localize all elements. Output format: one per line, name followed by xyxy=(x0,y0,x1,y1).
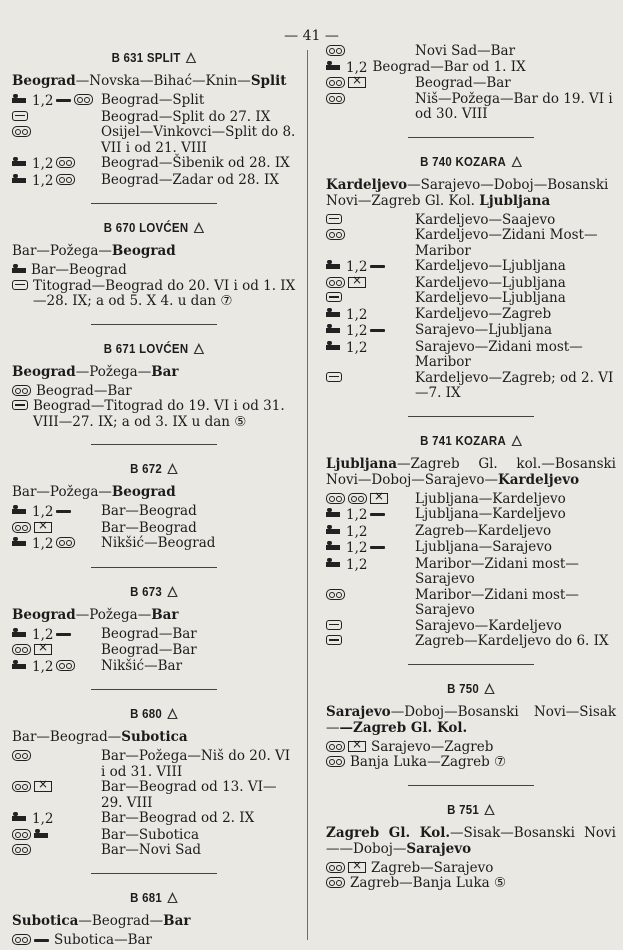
bar-car-icon xyxy=(34,939,49,942)
triangle-icon xyxy=(167,463,178,474)
couchette-car-icon xyxy=(326,756,345,767)
car-route-text: Novi Sad—Bar xyxy=(415,43,516,59)
car-route-text: Nikšić—Bar xyxy=(101,657,183,674)
car-icons xyxy=(326,619,410,635)
sleeper-coach-icon xyxy=(12,400,28,410)
couchette-car-icon xyxy=(326,862,345,873)
couchette-car-icon xyxy=(12,385,31,396)
car-class: 1,2 xyxy=(32,811,54,827)
car-class: 1,2 xyxy=(32,93,54,109)
car-icons xyxy=(12,521,96,537)
sleeper-coach-icon xyxy=(326,292,342,302)
train-section-b750 xyxy=(326,681,616,771)
car-route-text: Bar—Beograd xyxy=(101,519,197,536)
couchette-car-icon xyxy=(12,126,31,137)
train-heading xyxy=(343,154,598,169)
car-entry xyxy=(326,540,616,557)
car-route-text: Zagreb—Sarajevo xyxy=(371,859,494,876)
car-route-text: Bar—Beograd od 13. VI—29. VIII xyxy=(101,779,277,811)
train-title: B 740 KOZARA xyxy=(420,153,506,169)
car-entry xyxy=(326,371,616,402)
car-icons xyxy=(326,276,410,292)
car-route-text: Niš—Požega—Bar do 19. VI i od 30. VIII xyxy=(415,90,613,122)
car-entry xyxy=(326,619,616,635)
couchette-car-icon xyxy=(56,660,75,671)
car-icons xyxy=(12,384,31,400)
car-icons xyxy=(326,371,410,402)
car-icons xyxy=(326,507,410,524)
car-route-text: Beograd—Bar xyxy=(415,75,511,91)
car-icons xyxy=(12,811,96,828)
car-route-text: Bar—Subotica xyxy=(101,826,199,843)
car-entry xyxy=(12,659,296,676)
car-route-text: Beograd—Split do 27. IX xyxy=(101,108,271,125)
car-route-text: Ljubljana—Sarajevo xyxy=(415,539,553,555)
car-icons xyxy=(326,92,410,123)
train-section-b670 xyxy=(12,220,296,310)
car-icons xyxy=(12,659,96,676)
left-column xyxy=(12,44,296,948)
train-heading xyxy=(29,220,279,235)
car-entry xyxy=(326,228,616,259)
car-icons xyxy=(12,263,26,279)
car-route-text: Bar—Novi Sad xyxy=(101,842,202,858)
section-rule xyxy=(91,203,217,204)
couchette-car-icon xyxy=(56,537,75,548)
train-heading xyxy=(29,584,279,599)
sleeping-car-icon xyxy=(326,308,340,317)
car-entry xyxy=(12,843,296,859)
car-entry xyxy=(12,279,296,310)
bar-car-icon xyxy=(370,265,385,268)
car-route-text: Beograd—Šibenik od 28. IX xyxy=(101,155,290,171)
train-title: B 671 LOVĆEN xyxy=(103,340,189,356)
car-route-text: Subotica—Bar xyxy=(54,931,152,948)
section-rule xyxy=(91,324,217,325)
car-route-text: Titograd—Beograd do 20. VI i od 1. IX—28. IX; a od 5. X 4. u dan ⑦ xyxy=(33,277,296,309)
car-entry xyxy=(326,44,616,60)
train-title: B 672 xyxy=(130,461,163,476)
section-rule xyxy=(408,416,534,417)
car-icons xyxy=(326,755,345,771)
car-entry xyxy=(326,213,616,229)
car-icons xyxy=(12,933,49,949)
car-class: 1,2 xyxy=(346,306,368,323)
train-title: B 673 xyxy=(130,583,163,599)
triangle-icon xyxy=(511,156,522,167)
car-icons xyxy=(326,213,410,229)
car-entry xyxy=(326,557,616,588)
car-icons xyxy=(326,588,410,619)
route-description: Zagreb Gl. Kol.—Sisak—Bosanski Novi——Doboj—Sarajevo xyxy=(326,824,617,857)
car-entry xyxy=(326,92,616,123)
car-entry xyxy=(326,259,616,276)
car-entry xyxy=(326,60,616,77)
section-rule xyxy=(408,664,534,665)
sleeper-coach-icon xyxy=(12,111,28,121)
couchette-car-icon xyxy=(12,829,31,840)
car-icons xyxy=(326,323,410,340)
car-entry xyxy=(12,504,296,521)
car-class: 1,2 xyxy=(32,172,54,189)
couchette-car-icon xyxy=(326,741,345,752)
triangle-icon xyxy=(511,435,522,446)
car-icons xyxy=(326,740,366,756)
car-route-text: Sarajevo—Kardeljevo xyxy=(415,617,562,634)
car-icons xyxy=(12,156,96,173)
train-heading xyxy=(29,706,279,721)
dining-car-icon xyxy=(348,77,366,88)
sleeping-car-icon xyxy=(12,505,26,514)
couchette-car-icon xyxy=(348,493,367,504)
car-route-text: Bar—Beograd od 2. IX xyxy=(101,810,255,826)
triangle-icon xyxy=(484,683,495,694)
car-entry xyxy=(326,524,616,541)
car-entry xyxy=(326,276,616,292)
car-icons xyxy=(12,110,96,126)
route-description: Beograd—Požega—Bar xyxy=(12,363,179,380)
route-description: Kardeljevo—Sarajevo—Doboj—Bosanski Novi—Zagreb Gl. Kol. Ljubljana xyxy=(326,176,609,209)
car-icons xyxy=(326,876,345,892)
car-icons xyxy=(326,634,410,650)
dining-car-icon xyxy=(348,862,366,873)
route-description: Bar—Beograd—Subotica xyxy=(12,729,188,745)
sleeping-car-icon xyxy=(12,660,26,669)
car-icons xyxy=(12,93,96,110)
dining-car-icon xyxy=(34,644,52,655)
car-entry xyxy=(326,507,616,524)
car-entry xyxy=(326,876,616,892)
triangle-icon xyxy=(167,892,178,903)
bar-car-icon xyxy=(56,99,71,102)
car-class: 1,2 xyxy=(32,536,54,552)
car-route-text: Beograd—Split xyxy=(101,92,205,108)
sleeping-car-icon xyxy=(326,558,340,567)
train-title: B 631 SPLIT xyxy=(111,50,181,65)
sleeper-coach-icon xyxy=(326,635,342,645)
car-icons xyxy=(12,749,96,780)
car-icons xyxy=(326,540,410,557)
sleeping-car-icon xyxy=(326,324,340,333)
car-entry xyxy=(326,492,616,508)
train-heading xyxy=(29,461,279,476)
car-class: 1,2 xyxy=(346,339,368,356)
dining-car-icon xyxy=(348,741,366,752)
train-section-b740 xyxy=(326,154,616,402)
triangle-icon xyxy=(167,586,178,597)
car-class: 1,2 xyxy=(346,507,368,523)
car-route-text: Beograd—Titograd do 19. VI i od 31. VIII—27. IX; a od 3. IX u dan ⑤ xyxy=(33,398,285,430)
train-section-b680 xyxy=(12,706,296,859)
car-route-text: Kardeljevo—Ljubljana xyxy=(415,258,566,274)
car-entry xyxy=(12,811,296,828)
sleeping-car-icon xyxy=(326,260,340,269)
couchette-car-icon xyxy=(326,877,345,888)
couchette-car-icon xyxy=(12,644,31,655)
bar-car-icon xyxy=(370,513,385,516)
bar-car-icon xyxy=(370,329,385,332)
car-icons xyxy=(12,173,96,190)
car-route-text: Beograd—Bar od 1. IX xyxy=(372,58,526,75)
car-icons xyxy=(326,291,410,307)
train-heading xyxy=(343,802,598,817)
car-entry xyxy=(12,93,296,110)
sleeper-coach-icon xyxy=(326,214,342,224)
car-icons xyxy=(326,228,410,259)
sleeping-car-icon xyxy=(326,541,340,550)
car-entry xyxy=(12,399,296,430)
car-icons xyxy=(12,536,96,553)
train-heading xyxy=(343,433,598,448)
car-route-text: Kardeljevo—Zagreb; od 2. VI—7. IX xyxy=(415,369,614,401)
triangle-icon xyxy=(194,222,205,233)
train-title: B 741 KOZARA xyxy=(420,432,506,448)
car-route-text: Zagreb—Banja Luka ⑤ xyxy=(350,875,507,891)
car-route-text: Osijel—Vinkovci—Split do 8. VII i od 21. VIII xyxy=(101,124,296,156)
couchette-car-icon xyxy=(326,93,345,104)
couchette-car-icon xyxy=(326,589,345,600)
car-class: 1,2 xyxy=(32,626,54,643)
sleeper-coach-icon xyxy=(12,280,28,290)
train-title: B 751 xyxy=(447,801,480,817)
train-section-b751 xyxy=(326,802,616,892)
car-route-text: Bar—Beograd xyxy=(31,262,127,278)
dining-car-icon xyxy=(34,781,52,792)
car-entry xyxy=(326,861,616,877)
sleeping-car-icon xyxy=(12,537,26,546)
car-icons xyxy=(12,279,28,310)
train-section-b681c xyxy=(326,44,616,123)
car-route-text: Sarajevo—Zagreb xyxy=(371,738,494,755)
sleeping-car-icon xyxy=(12,628,26,637)
car-entry xyxy=(326,755,616,771)
train-section-b671 xyxy=(12,341,296,431)
car-entry xyxy=(12,828,296,844)
train-title: B 670 LOVĆEN xyxy=(103,220,189,235)
dining-car-icon xyxy=(370,493,388,504)
car-icons xyxy=(326,557,410,588)
car-route-text: Zagreb—Kardeljevo xyxy=(415,522,552,539)
bar-car-icon xyxy=(56,510,71,513)
car-route-text: Kardeljevo—Zagreb xyxy=(415,305,552,322)
section-rule xyxy=(408,137,534,138)
sleeping-car-icon xyxy=(12,94,26,103)
car-route-text: Nikšić—Beograd xyxy=(101,535,216,551)
route-description: Sarajevo—Doboj—Bosanski Novi—Sisak——Zagreb Gl. Kol. xyxy=(326,703,616,736)
route-description: Beograd—Novska—Bihać—Knin—Split xyxy=(12,73,287,89)
couchette-car-icon xyxy=(12,934,31,945)
car-icons xyxy=(12,627,96,644)
bar-car-icon xyxy=(56,633,71,636)
car-entry xyxy=(326,340,616,371)
car-class: 1,2 xyxy=(346,523,368,540)
page-number: — 41 — xyxy=(284,28,339,44)
train-heading xyxy=(29,341,279,356)
triangle-icon xyxy=(484,804,495,815)
couchette-car-icon xyxy=(74,94,93,105)
car-route-text: Kardeljevo—Saajevo xyxy=(415,211,556,228)
car-entry xyxy=(12,933,296,949)
car-route-text: Sarajevo—Zidani most—Maribor xyxy=(415,338,583,370)
car-route-text: Beograd—Zadar od 28. IX xyxy=(101,171,279,188)
car-entry xyxy=(12,125,296,156)
sleeping-car-icon xyxy=(12,157,26,166)
car-icons xyxy=(12,504,96,521)
car-route-text: Ljubljana—Kardeljevo xyxy=(415,490,566,507)
couchette-car-icon xyxy=(56,157,75,168)
car-entry xyxy=(326,323,616,340)
section-rule xyxy=(91,689,217,690)
car-entry xyxy=(12,110,296,126)
car-icons xyxy=(12,828,96,844)
sleeper-coach-icon xyxy=(326,620,342,630)
route-description: Bar—Požega—Beograd xyxy=(12,243,176,259)
right-column xyxy=(326,44,616,892)
car-route-text: Banja Luka—Zagreb ⑦ xyxy=(350,754,507,770)
train-title: B 680 xyxy=(130,706,163,721)
car-class: 1,2 xyxy=(346,540,368,556)
couchette-car-icon xyxy=(326,45,345,56)
train-section-b672 xyxy=(12,461,296,553)
car-icons xyxy=(12,125,96,156)
car-route-text: Kardeljevo—Ljubljana xyxy=(415,274,566,291)
car-class: 1,2 xyxy=(346,323,368,339)
car-icons xyxy=(12,399,28,430)
train-section-b631 xyxy=(12,50,296,189)
dining-car-icon xyxy=(348,277,366,288)
car-entry xyxy=(12,643,296,659)
car-route-text: Kardeljevo—Zidani Most—Maribor xyxy=(415,227,598,259)
car-route-text: Beograd—Bar xyxy=(36,382,132,399)
car-class: 1,2 xyxy=(346,556,368,573)
car-icons xyxy=(326,76,410,92)
train-heading xyxy=(29,50,279,65)
car-entry xyxy=(326,307,616,324)
couchette-car-icon xyxy=(12,522,31,533)
car-route-text: Bar—Beograd xyxy=(101,503,197,519)
section-rule xyxy=(408,785,534,786)
bar-car-icon xyxy=(370,546,385,549)
car-entry xyxy=(12,627,296,644)
car-route-text: Ljubljana—Kardeljevo xyxy=(415,506,566,522)
sleeping-car-icon xyxy=(34,829,48,838)
train-section-b673 xyxy=(12,584,296,676)
car-entry xyxy=(326,634,616,650)
car-entry xyxy=(326,291,616,307)
train-title: B 750 xyxy=(447,680,480,696)
route-description: Subotica—Beograd—Bar xyxy=(12,912,191,929)
section-rule xyxy=(91,873,217,874)
triangle-icon xyxy=(167,708,178,719)
car-route-text: Bar—Požega—Niš do 20. VI i od 31. VIII xyxy=(101,748,291,780)
car-class: 1,2 xyxy=(32,156,54,172)
car-route-text: Kardeljevo—Ljubljana xyxy=(415,290,566,306)
column-divider xyxy=(307,50,308,940)
car-entry xyxy=(326,588,616,619)
car-entry xyxy=(12,536,296,553)
car-entry xyxy=(12,263,296,279)
car-route-text: Beograd—Bar xyxy=(101,642,197,658)
car-entry xyxy=(12,156,296,173)
route-description: Beograd—Požega—Bar xyxy=(12,606,179,623)
car-icons xyxy=(326,307,410,324)
couchette-car-icon xyxy=(326,493,345,504)
sleeping-car-icon xyxy=(12,812,26,821)
couchette-car-icon xyxy=(12,844,31,855)
car-entry xyxy=(12,521,296,537)
car-icons xyxy=(326,492,410,508)
sleeping-car-icon xyxy=(326,508,340,517)
car-icons xyxy=(12,780,96,811)
car-route-text: Maribor—Zidani most—Sarajevo xyxy=(415,555,579,587)
couchette-car-icon xyxy=(12,750,31,761)
car-route-text: Maribor—Zidani most—Sarajevo xyxy=(415,586,579,618)
dining-car-icon xyxy=(34,522,52,533)
route-description: Ljubljana—Zagreb Gl. kol.—Bosanski Novi—Doboj—Sarajevo—Kardeljevo xyxy=(326,455,616,488)
car-entry xyxy=(326,76,616,92)
couchette-car-icon xyxy=(56,174,75,185)
car-entry xyxy=(12,173,296,190)
car-route-text: Sarajevo—Ljubljana xyxy=(415,322,553,338)
car-entry xyxy=(12,780,296,811)
car-class: 1,2 xyxy=(32,504,54,520)
car-icons xyxy=(326,259,410,276)
car-route-text: Zagreb—Kardeljevo do 6. IX xyxy=(415,633,609,649)
triangle-icon xyxy=(194,343,205,354)
car-route-text: Beograd—Bar xyxy=(101,625,197,642)
sleeping-car-icon xyxy=(326,61,340,70)
section-rule xyxy=(91,444,217,445)
route-description: Bar—Požega—Beograd xyxy=(12,484,176,500)
train-heading xyxy=(343,681,598,696)
train-heading xyxy=(29,890,279,905)
car-icons xyxy=(12,843,96,859)
car-entry xyxy=(12,384,296,400)
car-icons xyxy=(326,340,410,371)
couchette-car-icon xyxy=(12,781,31,792)
sleeping-car-icon xyxy=(12,264,26,273)
car-icons xyxy=(326,861,366,877)
train-section-b681 xyxy=(12,890,296,949)
section-rule xyxy=(91,567,217,568)
couchette-car-icon xyxy=(326,229,345,240)
car-entry xyxy=(326,740,616,756)
couchette-car-icon xyxy=(326,277,345,288)
sleeping-car-icon xyxy=(12,174,26,183)
car-class: 1,2 xyxy=(32,658,54,675)
car-class: 1,2 xyxy=(346,59,368,76)
car-icons xyxy=(326,524,410,541)
car-entry xyxy=(12,749,296,780)
car-class: 1,2 xyxy=(346,259,368,275)
car-icons xyxy=(12,643,96,659)
train-title: B 681 xyxy=(130,889,163,905)
sleeping-car-icon xyxy=(326,341,340,350)
train-section-b741 xyxy=(326,433,616,650)
sleeper-coach-icon xyxy=(326,372,342,382)
car-icons xyxy=(326,44,410,60)
couchette-car-icon xyxy=(326,77,345,88)
sleeping-car-icon xyxy=(326,525,340,534)
triangle-icon xyxy=(186,52,197,63)
